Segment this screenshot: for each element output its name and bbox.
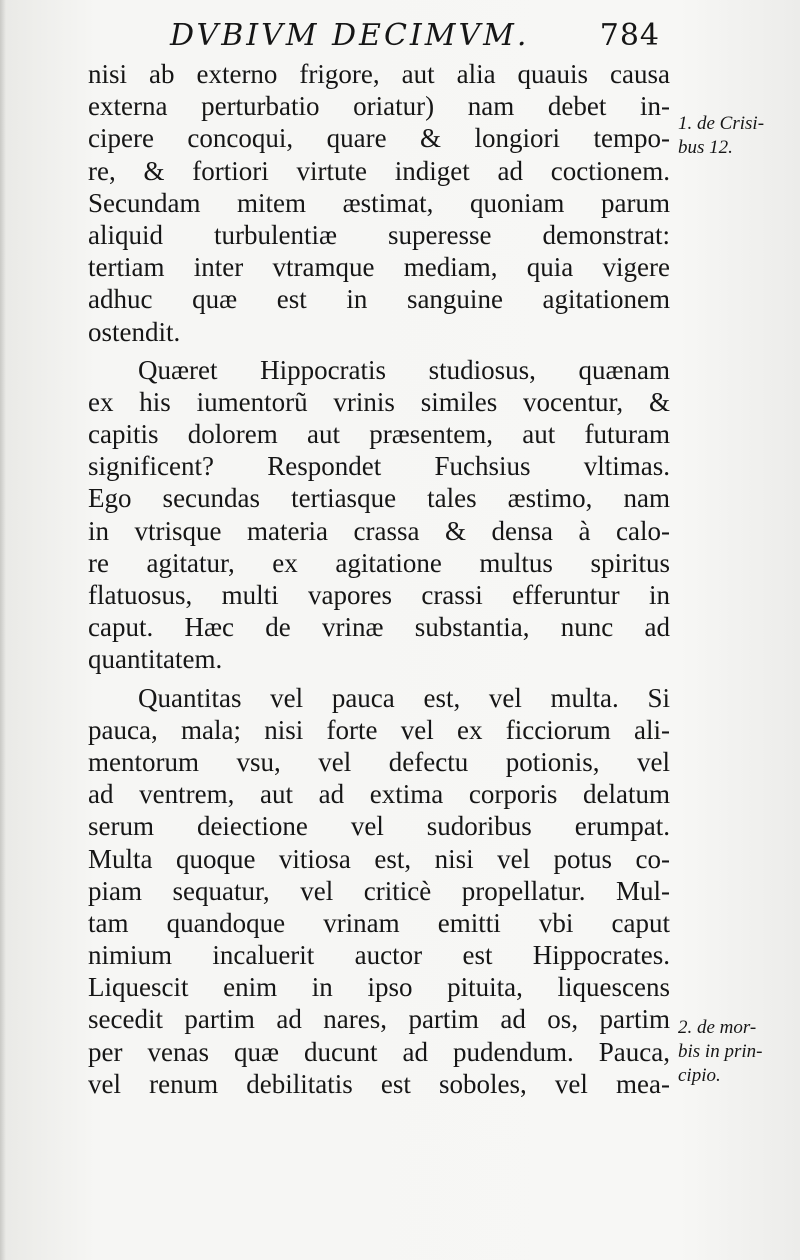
margin-note-line: 2. de mor- [678,1017,757,1038]
text-line: in vtrisque materia crassa & densa à calo- [88,515,670,546]
text-line: serum deiectione vel sudoribus erumpat. [88,811,670,842]
text-line: nisi ab externo frigore, aut alia quauis causa [88,59,670,89]
text-line: Quantitas vel pauca est, vel multa. Si [138,682,670,713]
text-line: Ego secundas tertiasque tales æstimo, nam [88,483,670,514]
text-line: tertiam inter vtramque mediam, quia vigere [88,252,670,283]
text-line: vel renum debilitatis est soboles, vel mea- [88,1068,670,1099]
running-head-title: DVBIVM DECIMVM. [170,18,530,53]
text-line: Secundam mitem æstimat, quoniam parum [88,187,670,218]
paragraph-1 [88,58,670,348]
margin-note-line: cipio. [678,1065,721,1086]
text-line: significent? Respondet Fuchsius vltimas. [88,451,670,482]
text-line: re agitatur, ex agitatione multus spiritus [88,547,670,578]
text-line: ostendit. [88,316,181,347]
text-line: Multa quoque vitiosa est, nisi vel potus co- [88,843,670,874]
text-line: per venas quæ ducunt ad pudendum. Pauca, [88,1036,670,1067]
text-line: aliquid turbulentiæ superesse demonstrat: [88,219,670,250]
body-text [88,58,670,1106]
text-line: cipere concoqui, quare & longiori tempo- [88,123,670,154]
running-head [150,18,670,58]
text-line: caput. Hæc de vrinæ substantia, nunc ad [88,612,670,643]
text-line: secedit partim ad nares, partim ad os, partim [88,1004,670,1035]
text-line: tam quandoque vrinam emitti vbi caput [88,907,670,938]
text-line: capitis dolorem aut præsentem, aut futuram [88,419,670,450]
page-spine-shadow [0,0,6,1260]
margin-note-line: 1. de Crisi- [678,113,765,134]
text-line: piam sequatur, vel criticè propellatur. Mul- [88,875,670,906]
margin-note-1 [678,112,796,160]
paragraph-2 [88,354,670,676]
text-line: Liquescit enim in ipso pituita, liquescens [88,972,670,1003]
text-line: re, & fortiori virtute indiget ad coctionem. [88,155,670,186]
margin-note-line: bus 12. [678,137,733,158]
text-line: ad ventrem, aut ad extima corporis delatum [88,779,670,810]
text-line: ex his iumentorũ vrinis similes vocentur, & [88,386,670,417]
text-line: nimium incaluerit auctor est Hippocrates. [88,940,670,971]
text-line: adhuc quæ est in sanguine agitationem [88,284,670,315]
margin-note-line: bis in prin- [678,1041,763,1062]
paragraph-3 [88,682,670,1100]
text-line: pauca, mala; nisi forte vel ex ficciorum ali- [88,714,670,745]
text-line: externa perturbatio oriatur) nam debet in- [88,91,670,122]
text-line: Quæret Hippocratis studiosus, quænam [138,354,670,385]
margin-note-2 [678,1016,796,1088]
text-line: quantitatem. [88,644,223,675]
text-line: mentorum vsu, vel defectu potionis, vel [88,746,670,777]
text-line: flatuosus, multi vapores crassi efferuntur in [88,580,670,610]
page-number: 784 [599,18,660,53]
